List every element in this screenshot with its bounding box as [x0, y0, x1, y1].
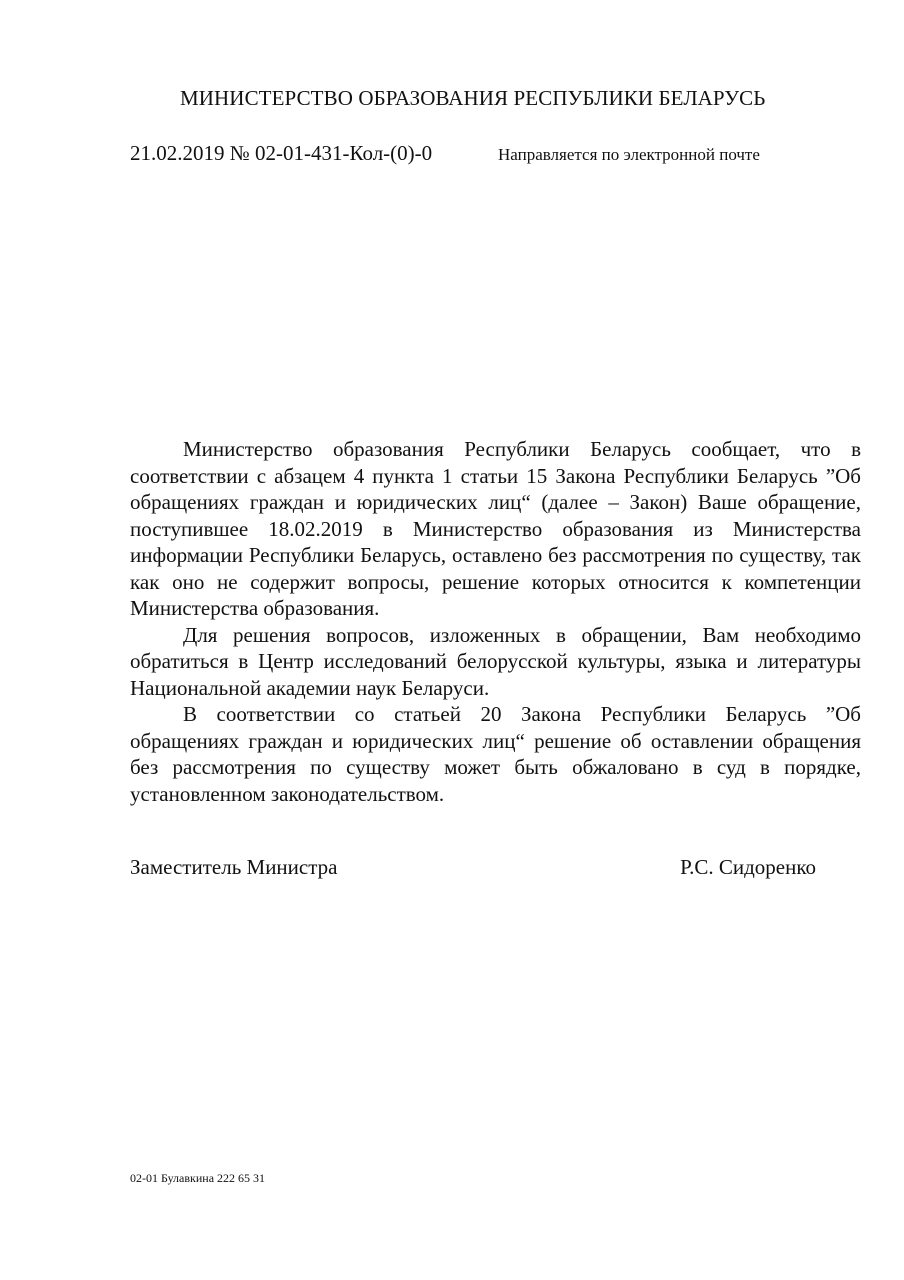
- paragraph-notice: Министерство образования Республики Беларусь сообщает, что в соответствии с абзацем 4 пункта 1 статьи 15 Закона Республики Беларусь ”Об обращениях граждан и юридических лиц“ (далее – Закон) Ваше обращение, поступившее 18.02.2019 в Министерство образования из Министерства информации Республики Беларусь, оставлено без рассмотрения по существу, так как оно не содержит вопросы, решение которых относится к компетенции Министерства образования.: [130, 437, 861, 620]
- paragraph-appeal: В соответствии со статьей 20 Закона Республики Беларусь ”Об обращениях граждан и юридических лиц“ решение об оставлении обращения без рассмотрения по существу может быть обжаловано в суд в порядке, установленном законодательством.: [130, 702, 861, 806]
- delivery-note: Направляется по электронной почте: [498, 145, 760, 164]
- signatory-name: Р.С. Сидоренко: [680, 855, 816, 879]
- letter-body: [130, 436, 861, 807]
- signatory-title: Заместитель Министра: [130, 855, 338, 879]
- ministry-header: МИНИСТЕРСТВО ОБРАЗОВАНИЯ РЕСПУБЛИКИ БЕЛАРУСЬ: [180, 86, 766, 110]
- paragraph-referral: Для решения вопросов, изложенных в обращении, Вам необходимо обратиться в Центр исследований белорусской культуры, языка и литературы Национальной академии наук Беларуси.: [130, 622, 861, 700]
- document-number: 21.02.2019 № 02-01-431-Кол-(0)-0: [130, 141, 433, 165]
- executor-note: 02-01 Булавкина 222 65 31: [130, 1171, 266, 1185]
- document-meta: [130, 141, 830, 166]
